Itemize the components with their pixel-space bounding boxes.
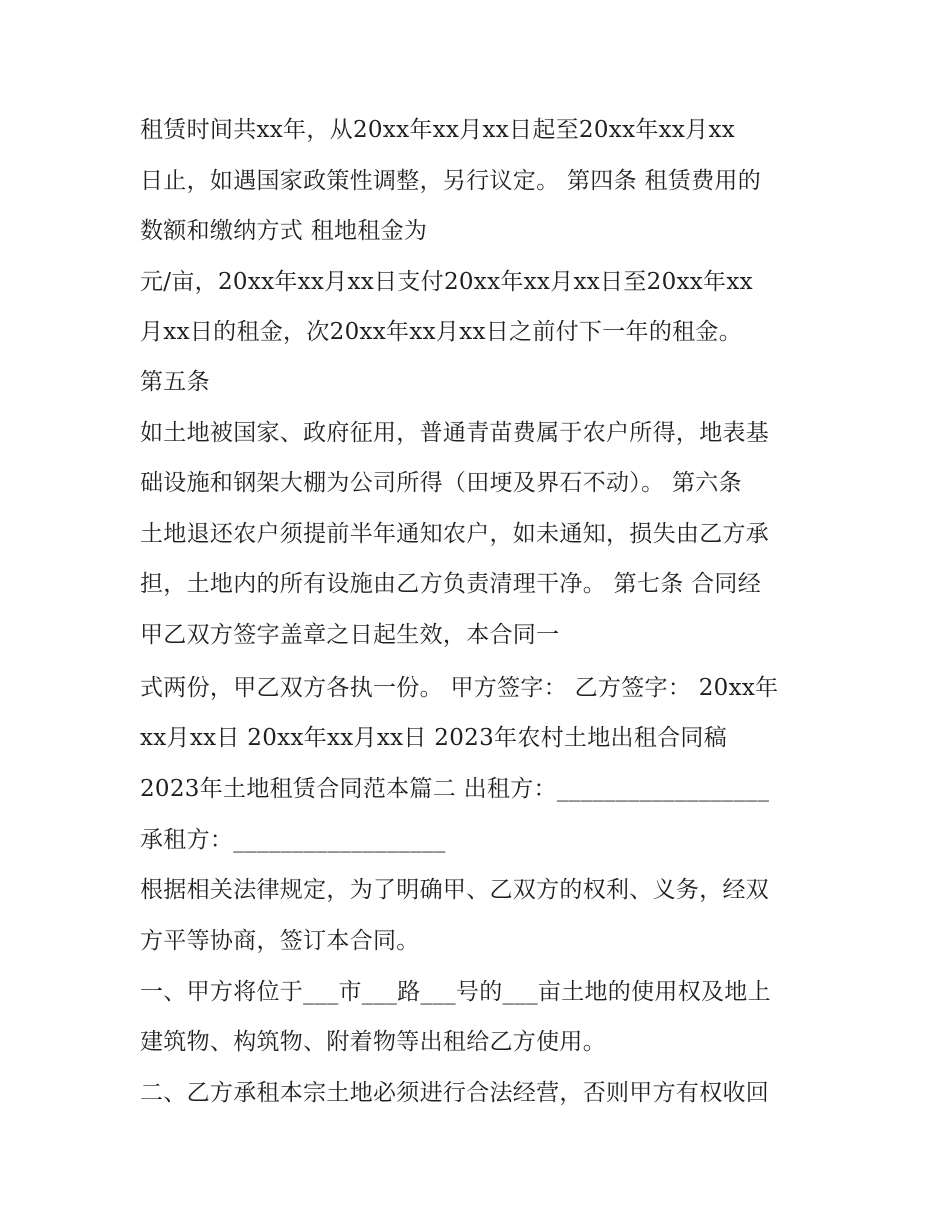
text-line-19: 建筑物、构筑物、附着物等出租给乙方使用。 (140, 1029, 606, 1055)
text-line-8: 础设施和钢架大棚为公司所得（田埂及界石不动）。 第六条 (140, 470, 742, 496)
text-line-11: 甲乙双方签字盖章之日起生效，本合同一 (140, 622, 560, 648)
text-line-12: 式两份，甲乙双方各执一份。 甲方签字： 乙方签字： 20xx年 (140, 675, 779, 701)
text-line-3: 数额和缴纳方式 租地租金为 (140, 218, 428, 244)
text-line-9: 土地退还农户须提前半年通知农户，如未通知，损失由乙方承 (140, 521, 770, 547)
text-line-10: 担，土地内的所有设施由乙方负责清理干净。 第七条 合同经 (140, 571, 762, 597)
text-line-17: 方平等协商，签订本合同。 (140, 928, 420, 954)
text-line-5: 月xx日的租金，次20xx年xx月xx日之前付下一年的租金。 (140, 319, 743, 345)
text-line-7: 如土地被国家、政府征用，普通青苗费属于农户所得，地表基 (140, 420, 770, 446)
text-line-4: 元/亩，20xx年xx月xx日支付20xx年xx月xx日至20xx年xx (140, 269, 753, 295)
text-line-20: 二、乙方承租本宗土地必须进行合法经营，否则甲方有权收回 (140, 1080, 770, 1106)
text-line-13: xx月xx日 20xx年xx月xx日 2023年农村土地出租合同稿 (140, 725, 728, 751)
text-line-18: 一、甲方将位于___市___路___号的___亩土地的使用权及地上 (140, 979, 771, 1005)
text-line-15: 承租方：__________________ (140, 827, 446, 853)
text-line-6: 第五条 (140, 369, 210, 395)
text-line-14: 2023年土地租赁合同范本篇二 出租方：__________________ (140, 776, 770, 802)
text-line-2: 日止，如遇国家政策性调整，另行议定。 第四条 租赁费用的 (140, 168, 762, 194)
text-line-1: 租赁时间共xx年，从20xx年xx月xx日起至20xx年xx月xx (140, 117, 736, 143)
text-line-16: 根据相关法律规定，为了明确甲、乙双方的权利、义务，经双 (140, 877, 770, 903)
